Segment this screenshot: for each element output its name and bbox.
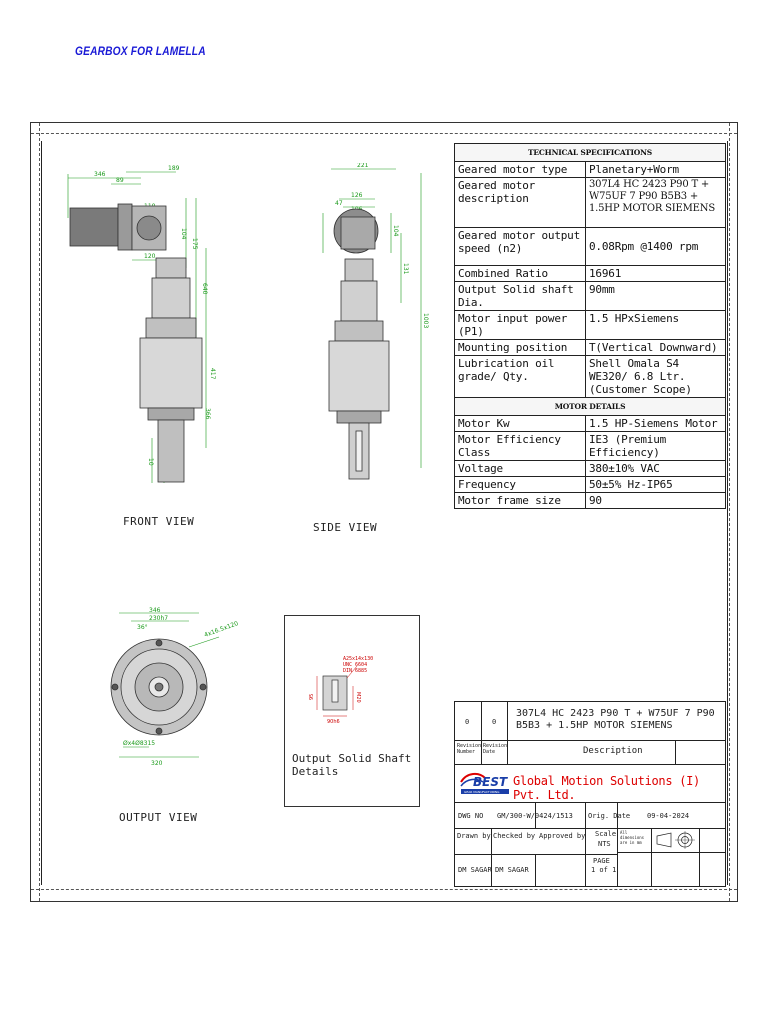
front-dim-1: 346	[94, 171, 106, 178]
projection-symbol-icon	[655, 830, 697, 850]
tb-checked-by: DM SAGAR	[495, 866, 529, 874]
front-dim-13: 10	[147, 458, 154, 466]
tb-dwg-no-label: DWG NO	[458, 812, 484, 820]
spec-value: Shell Omala S4 WE320/ 6.8 Ltr.(Customer Scope)	[586, 356, 726, 398]
shaft-dim-3: M20	[355, 692, 361, 703]
logo-text: BEST	[473, 775, 508, 789]
tb-line	[455, 740, 725, 741]
output-dim-5: Øx4Ø8315	[123, 740, 156, 747]
spec-label: Motor input power (P1)	[455, 311, 586, 340]
title-block	[454, 701, 726, 887]
inner-frame-left	[41, 141, 42, 885]
side-dim-6: 131	[402, 263, 409, 275]
tb-drawn-by-label: Drawn by	[457, 832, 491, 840]
tb-line	[535, 854, 536, 886]
shaft-note-3: DIN 6885	[343, 668, 368, 674]
front-gearbox-body	[70, 204, 202, 482]
border-dash-right	[729, 123, 730, 901]
spec-label: Lubrication oil grade/ Qty.	[455, 356, 586, 398]
front-dim-10: 366	[204, 408, 211, 420]
tb-orig-date: 09-04-2024	[647, 812, 690, 820]
tb-line	[617, 852, 725, 853]
motor-value: 1.5 HP-Siemens Motor	[586, 416, 726, 432]
motor-value: IE3 (Premium Efficiency)	[586, 432, 726, 461]
side-view-drawing	[301, 163, 441, 483]
tb-line	[455, 828, 725, 829]
motor-value: 90	[586, 493, 726, 509]
tb-page-label: PAGE	[593, 857, 610, 865]
tb-line	[491, 828, 492, 886]
side-gearbox-body	[329, 209, 389, 479]
tb-line	[455, 854, 617, 855]
tb-dwg-no: GM/300-W/0424/1513	[497, 812, 573, 820]
tech-spec-table	[454, 143, 726, 509]
front-dim-9: 417	[209, 368, 216, 380]
spec-label: Mounting position	[455, 340, 586, 356]
tb-checked-by-label: Checked by	[493, 832, 536, 840]
side-dim-5: 104	[392, 225, 399, 237]
spec-value: 90mm	[586, 282, 726, 311]
motor-value: 50±5% Hz-IP65	[586, 477, 726, 493]
spec-label: Combined Ratio	[455, 266, 586, 282]
front-view-label: FRONT VIEW	[123, 515, 195, 528]
output-view-drawing	[109, 607, 239, 767]
front-view-drawing	[56, 158, 216, 498]
shaft-dim-1: 95	[309, 693, 315, 700]
shaft-details-box	[284, 615, 420, 807]
page-heading: GEARBOX FOR LAMELLA	[75, 44, 206, 58]
tb-rev-date-label: Revision Date	[483, 743, 508, 755]
drawing-sheet	[30, 122, 738, 902]
tb-line	[507, 702, 508, 764]
spec-value: T(Vertical Downward)	[586, 340, 726, 356]
spec-value: 16961	[586, 266, 726, 282]
front-dim-8: 640	[201, 283, 208, 295]
motor-label: Motor Efficiency Class	[455, 432, 586, 461]
tb-line	[675, 740, 676, 764]
shaft-profile	[323, 676, 347, 710]
tb-approved-by-label: Approved by	[539, 832, 586, 840]
output-flange-body	[111, 639, 207, 735]
tb-drawn-by: DM SAGAR	[458, 866, 492, 874]
output-view-label: OUTPUT VIEW	[119, 811, 198, 824]
output-dim-1: 346	[149, 607, 161, 614]
tb-scale-label: Scale	[595, 830, 617, 838]
tb-line	[699, 828, 700, 886]
spec-value: Planetary+Worm	[586, 162, 726, 178]
shaft-note-1: A25x14x130	[343, 656, 374, 662]
tb-scale: NTS	[598, 840, 611, 848]
tb-description-value: 307L4 HC 2423 P90 T + W75UF 7 P90 B5B3 + 1.5HP MOTOR SIEMENS	[516, 708, 715, 731]
output-dim-6: 320	[151, 760, 163, 767]
tb-description-label: Description	[583, 746, 643, 756]
tb-rev-a: 0	[465, 718, 470, 726]
best-logo	[459, 770, 511, 796]
front-dim-2: 189	[168, 165, 180, 172]
spec-label: Geared motor description	[455, 178, 586, 228]
spec-label: Output Solid shaft Dia.	[455, 282, 586, 311]
spec-label: Geared motor output speed (n2)	[455, 228, 586, 266]
tb-rev-b: 0	[492, 718, 497, 726]
motor-label: Motor Kw	[455, 416, 586, 432]
border-dash-bottom	[31, 889, 737, 890]
spec-title: TECHNICAL SPECIFICATIONS	[455, 144, 726, 162]
tb-orig-date-label: Orig. Date	[588, 812, 631, 820]
front-dim-6: 104	[180, 228, 187, 240]
tb-line	[481, 702, 482, 764]
border-dash-left	[39, 123, 40, 901]
inner-frame-right	[727, 141, 728, 885]
spec-value: 0.08Rpm @1400 rpm	[586, 228, 726, 266]
front-dim-3: 89	[116, 177, 124, 184]
company-name: Global Motion Solutions (I) Pvt. Ltd.	[513, 774, 700, 802]
output-dim-2: 230h7	[149, 615, 169, 622]
motor-details-header: MOTOR DETAILS	[455, 398, 726, 416]
shaft-caption: Output Solid Shaft Details	[292, 752, 412, 778]
tb-line	[455, 764, 725, 765]
side-view-label: SIDE VIEW	[313, 521, 378, 534]
logo-subtext: GEAR MANUFACTURING	[464, 790, 500, 794]
tb-dims-note: All dimensions are in mm	[620, 830, 645, 845]
tb-rev-number-label: Revision Number	[457, 743, 482, 755]
spec-value: 1.5 HPxSiemens	[586, 311, 726, 340]
shaft-note-2: UNC 6604	[343, 662, 368, 668]
border-dash-top	[31, 133, 737, 134]
spec-label: Geared motor type	[455, 162, 586, 178]
spec-value: 307L4 HC 2423 P90 T + W75UF 7 P90 B5B3 + 1.5HP MOTOR SIEMENS	[586, 178, 726, 228]
motor-label: Motor frame size	[455, 493, 586, 509]
side-dim-1: 221	[357, 163, 369, 169]
tb-line	[455, 802, 725, 803]
tb-line	[651, 828, 652, 886]
side-dim-2: 126	[351, 192, 363, 199]
motor-value: 380±10% VAC	[586, 461, 726, 477]
output-dim-4: 4x16.5x120	[203, 620, 239, 639]
side-dim-7: 1003	[422, 313, 429, 329]
front-dim-7: 175	[191, 238, 198, 250]
output-dim-3: 36°	[137, 624, 148, 631]
tb-line	[585, 802, 586, 886]
shaft-dim-2: 90h6	[327, 719, 340, 725]
motor-label: Voltage	[455, 461, 586, 477]
tb-page: 1 of 1	[591, 866, 617, 874]
motor-label: Frequency	[455, 477, 586, 493]
side-dim-3: 47	[335, 200, 343, 207]
front-dim-5: 120	[144, 253, 156, 260]
